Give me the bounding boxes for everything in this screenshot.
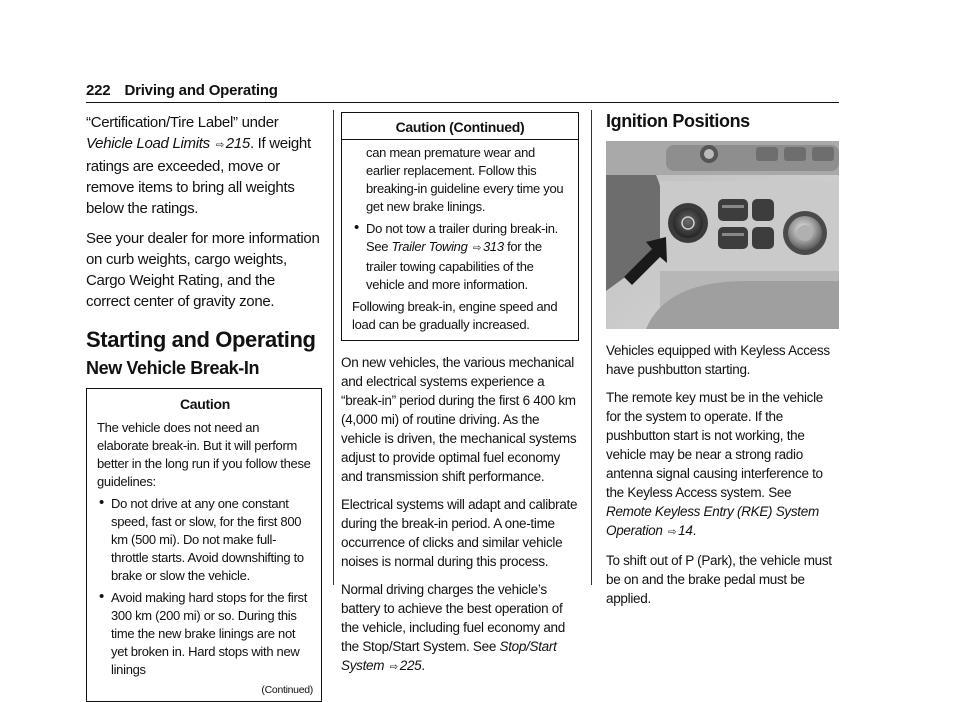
page-ref-arrow-icon: ⇨ <box>668 527 677 538</box>
heading-ignition-positions: Ignition Positions <box>606 111 750 131</box>
xref-rke-system-operation[interactable]: Remote Keyless Entry (RKE) System Operation <box>606 504 819 538</box>
xref-vehicle-load-limits[interactable]: Vehicle Load Limits <box>86 135 210 152</box>
continued-note: (Continued) <box>261 684 313 696</box>
list-item: • Do not drive at any one constant speed, fast or slow, for the first 800 km (500 mi). Do not make full-throttle starts. Avoid downshifting to brake or slow the vehicle. <box>97 495 313 585</box>
intro-paragraph: “Certification/Tire Label” under Vehicle Load Limits ⇨ 215. If weight ratings are exceeded, move or remove items to bring all weights below the ratings. <box>86 114 311 217</box>
xref-page[interactable]: 225 <box>399 658 422 673</box>
battery-paragraph: Normal driving charges the vehicle’s battery to achieve the best operation of the vehicle, including fuel economy and the Stop/Start System. See Stop/Start System ⇨ 225. <box>341 582 565 673</box>
page-header <box>86 82 278 99</box>
keyless-paragraph: Vehicles equipped with Keyless Access have pushbutton starting. <box>606 343 830 377</box>
caution-continued-title: Caution (Continued) <box>342 113 578 140</box>
column-divider <box>333 110 334 585</box>
heading-new-vehicle-break-in: New Vehicle Break-In <box>86 358 260 378</box>
xref-page[interactable]: 313 <box>482 239 504 254</box>
column-3 <box>606 112 839 617</box>
column-2 <box>341 112 579 686</box>
caution-title: Caution <box>179 396 230 412</box>
page-number: 222 <box>86 82 111 99</box>
list-item: • Avoid making hard stops for the first 300 km (200 mi) or so. During this time the new brake linings are not yet broken in. Hard stops with new linings <box>97 589 313 679</box>
caution-continued-text: can mean premature wear and earlier replacement. Follow this breaking-in guideline every time you get new brake linings. <box>366 145 564 214</box>
xref-page[interactable]: 14 <box>678 523 693 538</box>
page-ref-arrow-icon: ⇨ <box>472 243 481 254</box>
caution-list <box>97 495 313 679</box>
column-1 <box>86 112 322 702</box>
dashboard-illustration <box>606 141 839 329</box>
xref-page[interactable]: 215 <box>225 135 250 152</box>
breakin-paragraph: On new vehicles, the various mechanical and electrical systems experience a “break-in” period during the first 6 400 km (4,000 mi) of routine driving. As the vehicle is driven, the mechanical systems adjust to provide optimal fuel economy and transmission shift performance. <box>341 355 577 484</box>
page-ref-arrow-icon: ⇨ <box>389 662 398 673</box>
caution-box <box>86 388 322 702</box>
page-ref-arrow-icon: ⇨ <box>215 140 224 151</box>
ignition-button-photo <box>606 141 839 329</box>
heading-starting-operating: Starting and Operating <box>86 327 316 352</box>
list-item: • Do not tow a trailer during break-in. See Trailer Towing ⇨ 313 for the trailer towing capabilities of the vehicle and more information. <box>352 220 570 294</box>
shift-paragraph: To shift out of P (Park), the vehicle must be on and the brake pedal must be applied. <box>606 553 832 606</box>
electrical-paragraph: Electrical systems will adapt and calibrate during the break-in period. A one-time occurrence of clicks and similar vehicle noises is normal during this process. <box>341 497 578 569</box>
xref-stop-start-system[interactable]: Stop/Start System <box>341 639 557 673</box>
xref-trailer-towing[interactable]: Trailer Towing <box>391 239 468 254</box>
caution-text: The vehicle does not need an elaborate break-in. But it will perform better in the long run if you follow these guidelines: <box>97 420 311 489</box>
section-title: Driving and Operating <box>124 82 278 99</box>
caution-box-continued <box>341 112 579 341</box>
remote-key-paragraph: The remote key must be in the vehicle for the system to operate. If the pushbutton start is not working, the vehicle may be near a strong radio antenna signal causing interference to the Keyless Access system. See Remote Keyless Entry (RKE) System Operation ⇨ 14. <box>606 390 824 538</box>
header-divider <box>86 102 839 103</box>
column-divider <box>591 110 592 585</box>
caution-after-text: Following break-in, engine speed and load can be gradually increased. <box>352 299 558 332</box>
caution-list <box>352 220 570 294</box>
dealer-paragraph: See your dealer for more information on curb weights, cargo weights, Cargo Weight Rating, and the correct center of gravity zone. <box>86 230 320 310</box>
